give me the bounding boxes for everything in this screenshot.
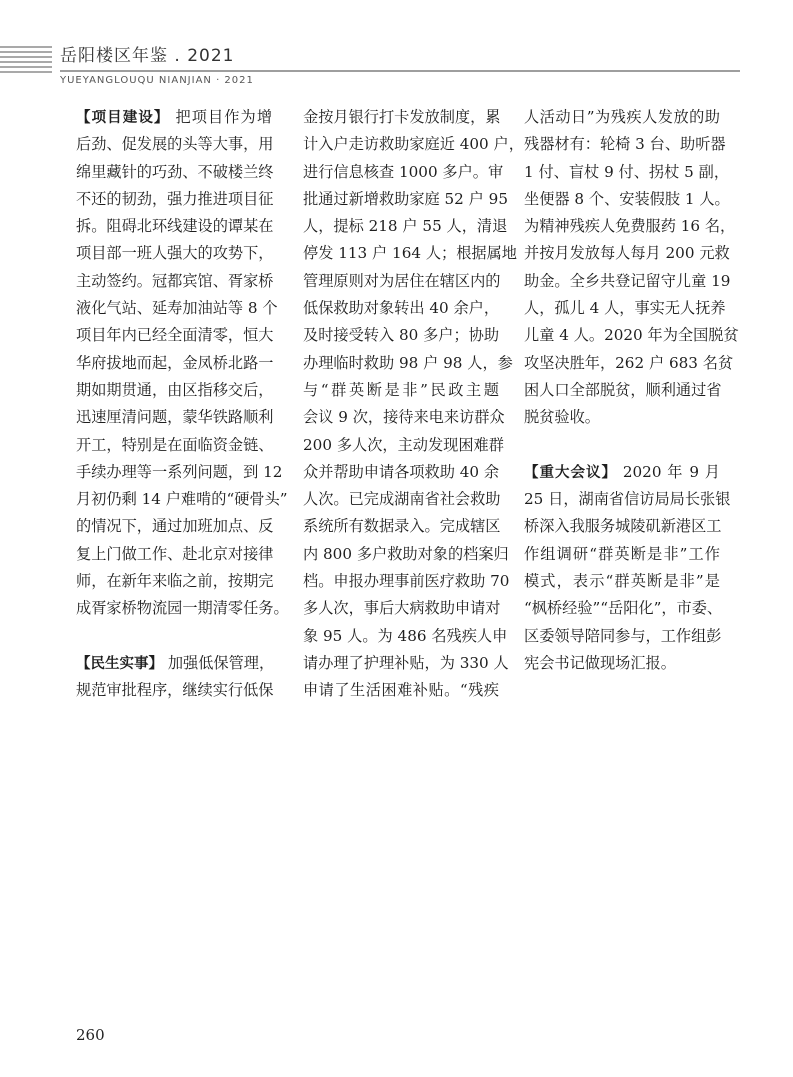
text-line-content: 加强低保管理， [163,653,275,672]
text-line-content: 残器材有：轮椅 3 台、助听器 [524,135,726,154]
text-line [524,268,731,295]
text-line [524,131,726,158]
text-line [76,404,272,431]
text-line-content: 档。申报办理事前医疗救助 70 [303,572,510,591]
text-line-content: 多人次，事后大病救助申请对 [303,599,501,618]
text-line-content: 与“群英断是非”民政主题 [303,380,499,399]
text-line [303,459,499,486]
text-line-content: 作组调研“群英断是非”工作 [524,544,720,563]
text-line [76,595,289,622]
text-line-content: 月初仍剩 14 户难啃的“硬骨头” [76,490,288,509]
text-line-content: 手续办理等一系列问题，到 12 [76,462,283,481]
text-line [303,404,505,431]
text-line-content: 办理临时救助 98 户 98 人，参 [303,353,513,372]
text-line-content: 人活动日”为残疾人发放的助 [524,108,720,126]
text-line [303,568,510,595]
text-line [524,295,726,322]
text-line-content: 进行信息核查 1000 多户。审 [303,162,504,181]
text-line [524,459,720,486]
text-line-content: 停发 113 户 164 人；根据属地 [303,244,517,263]
text-line [303,186,509,213]
section-heading: 【重大会议】 [524,464,617,481]
text-line [303,623,508,650]
text-line [76,186,272,213]
text-line [303,159,504,186]
header-subtitle: YUEYANGLOUQU NIANJIAN · 2021 [60,75,254,86]
text-line [524,568,720,595]
text-line [303,350,513,377]
text-line-content: 规范审批程序，继续实行低保 [76,681,274,700]
text-line-content: 200 多人次，主动发现困难群 [303,435,504,454]
text-line [524,513,720,540]
text-line-content: 低保救助对象转出 40 余户， [303,299,500,318]
text-line-content: 申请了生活困难补贴。“残疾 [303,681,499,700]
text-line-content: 绵里藏针的巧劲、不破楼兰终 [76,162,274,181]
text-line [76,295,278,322]
text-line [524,322,739,349]
text-line-content: 1 付、盲杖 9 付、拐杖 5 副， [524,162,730,181]
text-line-content: 把项目作为增 [169,108,273,126]
text-line [76,568,272,595]
text-line-content: 复上门做工作、赴北京对接律 [76,544,274,563]
section-heading: 【民生实事】 [76,655,163,672]
text-line-content: 及时接受转入 80 多户；协助 [303,326,500,345]
text-line-content: 液化气站、延寿加油站等 8 个 [76,299,278,318]
text-line [303,268,499,295]
text-line [76,268,272,295]
text-line-content: 困人口全部脱贫，顺利通过省 [524,380,722,399]
text-line-content: 助金。全乡共登记留守儿童 19 [524,271,731,290]
text-line-content: 人，孤儿 4 人，事实无人抚养 [524,299,726,318]
text-line-content: 桥深入我服务城陵矶新港区工 [524,517,722,536]
text-line [303,513,499,540]
text-line-content: 内 800 多户救助对象的档案归 [303,544,509,563]
text-line [303,322,499,349]
text-line-content: “枫桥经验”“岳阳化”，市委、 [524,599,723,618]
text-line [76,650,275,677]
text-line [76,322,272,349]
text-line-content: 宪会书记做现场汇报。 [524,653,676,672]
paragraph-gap [76,623,272,650]
text-line [303,240,517,267]
text-line [303,213,508,240]
text-line-content: 的情况下，通过加班加点、反 [76,517,274,536]
paragraph-gap [524,432,720,459]
text-line-content: 系统所有数据录入。完成辖区 [303,517,501,536]
text-line [303,377,499,404]
text-line [76,541,272,568]
text-line-content: 并按月发放每人每月 200 元救 [524,244,730,263]
text-line-content: 人，提标 218 户 55 人，清退 [303,217,508,236]
text-line-content: 25 日，湖南省信访局局长张银 [524,490,731,509]
text-line-content: 为精神残疾人免费服药 16 名， [524,217,736,236]
text-line-content: 请办理了护理补贴，为 330 人 [303,653,509,672]
text-line-content: 后劲、促发展的头等大事，用 [76,135,274,154]
text-line-content: 项目年内已经全面清零，恒大 [76,326,274,345]
text-line [524,541,720,568]
text-line-content: 攻坚决胜年，262 户 683 名贫 [524,353,734,372]
text-line [524,159,730,186]
text-line-content: 华府拔地而起，金凤桥北路一 [76,353,274,372]
text-line-content: 计入户走访救助家庭近 400 户， [303,135,524,154]
text-line [524,623,720,650]
text-line-content: 区委领导陪同参与，工作组彭 [524,626,722,645]
text-line [303,104,499,131]
text-line [524,486,731,513]
text-line [76,159,272,186]
text-line-content: 坐便器 8 个、安装假肢 1 人。 [524,189,730,208]
text-line [524,186,730,213]
text-line [524,240,730,267]
text-line [76,677,272,704]
text-line [76,213,272,240]
text-line-content: 脱贫验收。 [524,408,600,427]
header-rule [60,70,740,72]
text-line [524,377,720,404]
header-title: 岳阳楼区年鉴 . 2021 [60,46,235,66]
text-line [76,350,272,377]
text-line [524,650,720,677]
text-line [303,295,499,322]
text-line [524,350,734,377]
page-number: 260 [76,1026,105,1044]
text-column-1 [76,104,289,705]
text-line [303,486,499,513]
text-line-content: 项目部一班人强大的攻势下， [76,244,274,263]
text-line-content: 儿童 4 人。2020 年为全国脱贫 [524,326,739,345]
text-line-content: 主动签约。冠都宾馆、胥家桥 [76,271,274,290]
text-line [524,404,720,431]
text-line-content: 管理原则对为居住在辖区内的 [303,271,501,290]
text-line-content: 批通过新增救助家庭 52 户 95 [303,189,509,208]
text-line [76,240,272,267]
text-line [76,486,288,513]
text-line [303,541,509,568]
text-line-content: 迅速厘清问题，蒙华铁路顺利 [76,408,274,427]
text-line-content: 人次。已完成湖南省社会救助 [303,490,501,509]
text-line [303,432,504,459]
header-decoration-lines [0,46,52,76]
text-line [76,459,283,486]
text-line-content: 成胥家桥物流园一期清零任务。 [76,599,289,618]
text-line [76,432,272,459]
text-line-content: 模式，表示“群英断是非”是 [524,572,720,591]
text-line-content: 不还的韧劲，强力推进项目征 [76,189,274,208]
text-line [524,595,723,622]
section-heading: 【项目建设】 [76,110,170,126]
text-line [76,104,272,131]
text-line-content: 2020 年 9 月 [617,462,720,481]
text-line [76,377,272,404]
text-line-content: 师，在新年来临之前，按期完 [76,572,274,591]
text-line [303,650,509,677]
text-line-content: 期如期贯通，由区指移交后， [76,380,274,399]
text-line [303,677,499,704]
text-line-content: 会议 9 次，接待来电来访群众 [303,408,505,427]
text-line-content: 众并帮助申请各项救助 40 余 [303,462,500,481]
text-line [524,213,736,240]
text-line-content: 金按月银行打卡发放制度，累 [303,108,501,126]
text-line [303,131,524,158]
text-line-content: 象 95 人。为 486 名残疾人申 [303,626,508,645]
page-header [0,0,793,96]
text-column-2 [303,104,524,705]
text-line [76,513,272,540]
text-line [76,131,272,158]
text-line-content: 拆。阻碍北环线建设的谭某在 [76,217,274,236]
text-line-content: 开工，特别是在面临资金链、 [76,435,274,454]
text-line [524,104,720,131]
text-line [303,595,499,622]
text-column-3 [524,104,739,677]
